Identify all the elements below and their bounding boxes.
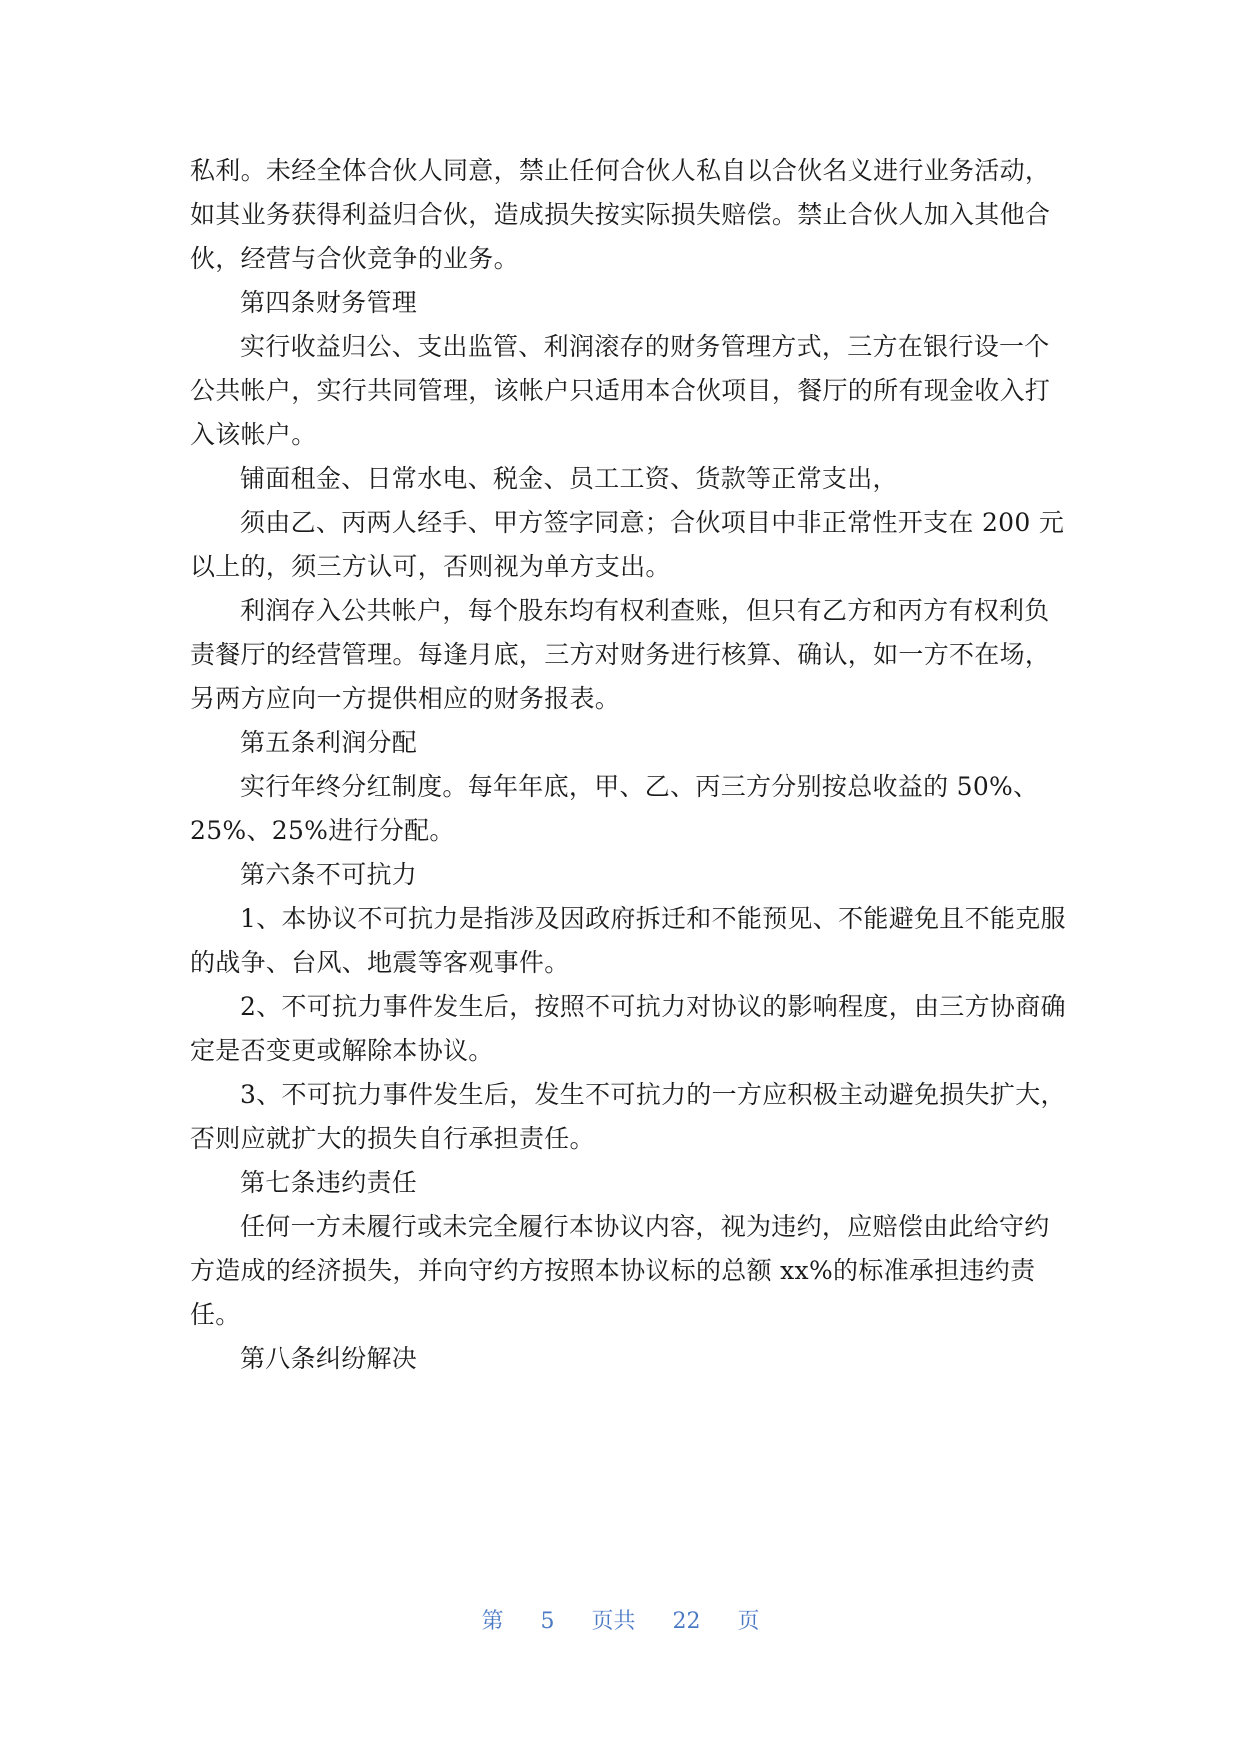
text-line: 任何一方未履行或未完全履行本协议内容，视为违约，应赔偿由此给守约 — [240, 1212, 1050, 1241]
footer-page-number: 5 — [540, 1609, 555, 1634]
text-line: 任。 — [190, 1300, 241, 1329]
text-line: 否则应就扩大的损失自行承担责任。 — [190, 1124, 595, 1153]
text-line: 2、不可抗力事件发生后，按照不可抗力对协议的影响程度，由三方协商确 — [240, 992, 1066, 1021]
section-heading-5: 第五条利润分配 — [240, 728, 418, 757]
text-line: 1、本协议不可抗力是指涉及因政府拆迁和不能预见、不能避免且不能克服 — [240, 904, 1066, 933]
text-line: 利润存入公共帐户，每个股东均有权利查账，但只有乙方和丙方有权利负 — [240, 596, 1050, 625]
text-line: 入该帐户。 — [190, 420, 317, 449]
text-line: 方造成的经济损失，并向守约方按照本协议标的总额 xx%的标准承担违约责 — [190, 1256, 1036, 1285]
page-footer — [0, 1604, 1241, 1635]
text-line: 须由乙、丙两人经手、甲方签字同意；合伙项目中非正常性开支在 200 元 — [240, 508, 1065, 537]
section-heading-8: 第八条纠纷解决 — [240, 1344, 418, 1373]
footer-prefix: 第 — [481, 1609, 504, 1634]
text-line: 实行收益归公、支出监管、利润滚存的财务管理方式，三方在银行设一个 — [240, 332, 1050, 361]
text-line: 3、不可抗力事件发生后，发生不可抗力的一方应积极主动避免损失扩大， — [240, 1080, 1066, 1109]
text-line: 如其业务获得利益归合伙，造成损失按实际损失赔偿。禁止合伙人加入其他合 — [190, 200, 1051, 229]
section-heading-4: 第四条财务管理 — [240, 288, 418, 317]
text-line: 责餐厅的经营管理。每逢月底，三方对财务进行核算、确认，如一方不在场， — [190, 640, 1051, 669]
footer-middle: 页共 — [591, 1609, 636, 1634]
text-line: 铺面租金、日常水电、税金、员工工资、货款等正常支出， — [240, 464, 898, 493]
text-line: 以上的，须三方认可，否则视为单方支出。 — [190, 552, 671, 581]
section-heading-6: 第六条不可抗力 — [240, 860, 418, 889]
footer-suffix: 页 — [737, 1609, 760, 1634]
text-line: 的战争、台风、地震等客观事件。 — [190, 948, 570, 977]
text-line: 另两方应向一方提供相应的财务报表。 — [190, 684, 621, 713]
text-line: 实行年终分红制度。每年年底，甲、乙、丙三方分别按总收益的 50%、 — [240, 772, 1039, 801]
text-line: 定是否变更或解除本协议。 — [190, 1036, 494, 1065]
section-heading-7: 第七条违约责任 — [240, 1168, 418, 1197]
text-line: 25%、25%进行分配。 — [190, 816, 455, 845]
text-line: 伙，经营与合伙竞争的业务。 — [190, 244, 519, 273]
text-line: 公共帐户，实行共同管理，该帐户只适用本合伙项目，餐厅的所有现金收入打 — [190, 376, 1051, 405]
footer-total-pages: 22 — [672, 1609, 701, 1634]
text-line: 私利。未经全体合伙人同意，禁止任何合伙人私自以合伙名义进行业务活动， — [190, 156, 1051, 185]
